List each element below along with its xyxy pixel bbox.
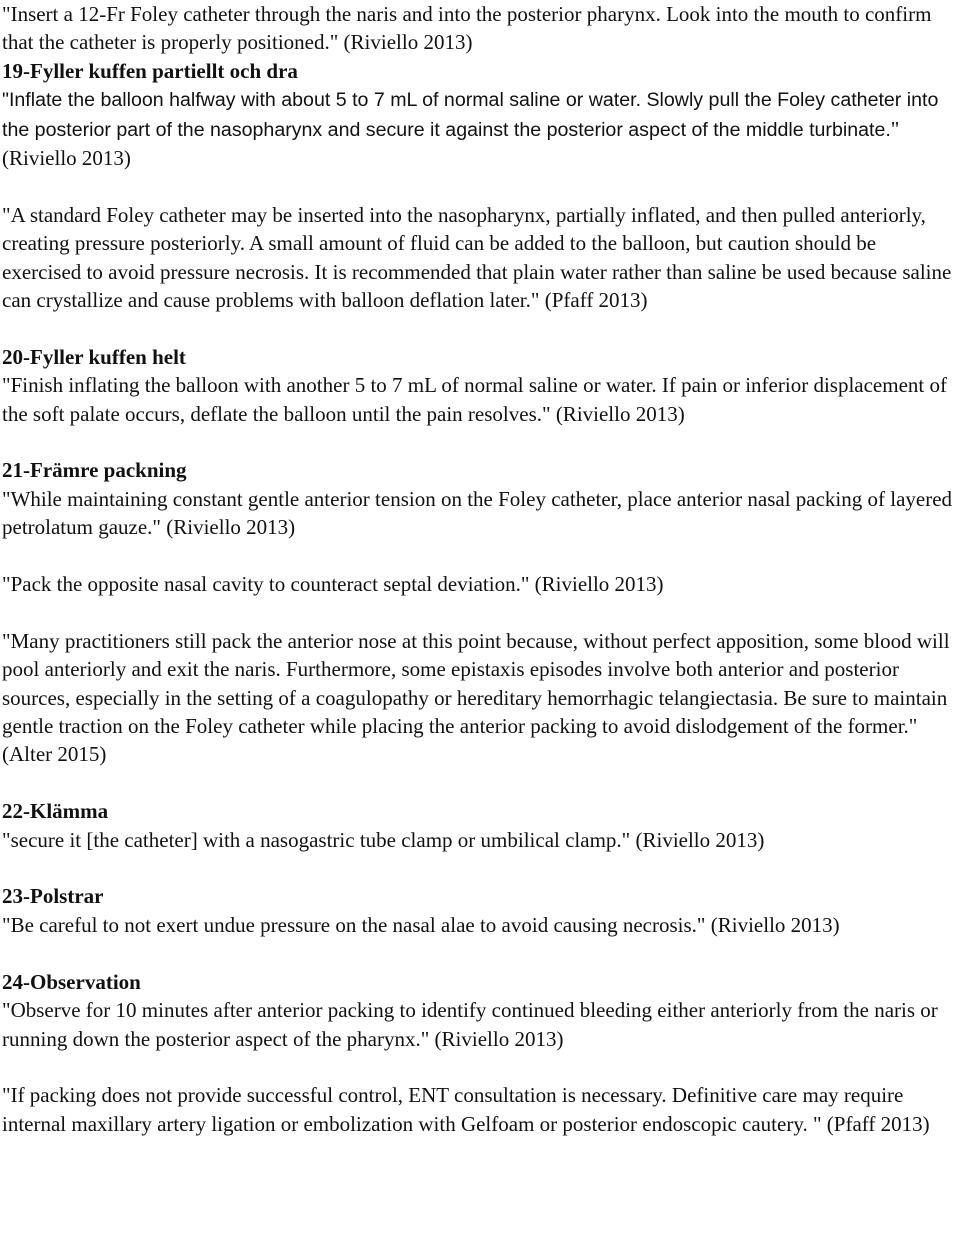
quote-paragraph	[2, 570, 958, 598]
paragraph-spacer	[2, 769, 958, 797]
paragraph-text: "If packing does not provide successful control, ENT consultation is necessary. Definitive care may require internal maxillary artery ligation or embolization with Gelfoam or posterior endoscopic cautery. " (Pfaff 2013)	[2, 1083, 930, 1136]
paragraph-spacer	[2, 542, 958, 570]
paragraph-spacer	[2, 314, 958, 342]
paragraph-spacer	[2, 428, 958, 456]
quote-paragraph	[2, 911, 958, 939]
paragraph-text: "Observe for 10 minutes after anterior packing to identify continued bleeding either anteriorly from the naris or running down the posterior aspect of the pharynx." (Riviello 2013)	[2, 998, 938, 1051]
paragraph-spacer	[2, 598, 958, 626]
quote-paragraph	[2, 371, 958, 428]
paragraph-text: "Finish inflating the balloon with another 5 to 7 mL of normal saline or water. If pain or inferior displacement of the soft palate occurs, deflate the balloon until the pain resolves." (Riviello 2013)	[2, 373, 947, 426]
paragraph-text: "Many practitioners still pack the anterior nose at this point because, without perfect apposition, some blood will pool anteriorly and exit the naris. Furthermore, some epistaxis episodes involve both anterior and posterior sources, especially in the setting of a coagulopathy or hereditary hemorrhagic telangiectasia. Be sure to maintain gentle traction on the Foley catheter while placing the anterior packing to avoid dislodgement of the former." (Alter 2015)	[2, 628, 950, 767]
paragraph-spacer	[2, 1053, 958, 1081]
paragraph-text: Slowly pull the Foley catheter into the posterior part of the nasopharynx and secure it against the posterior aspect of the middle turbinate.	[2, 89, 939, 141]
paragraph-text: "Insert a 12-Fr Foley catheter through the naris and into the posterior pharynx. Look into the mouth to confirm that the catheter is properly positioned." (Riviello 2013)	[2, 2, 932, 55]
quote-paragraph	[2, 627, 958, 769]
paragraph-text: "A standard Foley catheter may be inserted into the nasopharynx, partially inflated, and then pulled anteriorly, creating pressure posteriorly. A small amount of fluid can be added to the balloon, but caution should be exercised to avoid pressure necrosis. It is recommended that plain water rather than saline be used because saline can crystallize and cause problems with balloon deflation later." (Pfaff 2013)	[2, 202, 952, 313]
section-heading: 19-Fyller kuffen partiellt och dra	[2, 58, 298, 83]
paragraph-text: "Inflate the balloon halfway with about 5 to 7 mL of normal saline or water.	[2, 89, 647, 112]
section-heading: 24-Observation	[2, 969, 141, 994]
quote-paragraph	[2, 996, 958, 1053]
paragraph-spacer	[2, 172, 958, 200]
paragraph-spacer	[2, 854, 958, 882]
paragraph-text: "While maintaining constant gentle anterior tension on the Foley catheter, place anterior nasal packing of layered petrolatum gauze." (Riviello 2013)	[2, 486, 953, 540]
paragraph-spacer	[2, 939, 958, 967]
paragraph-text: "secure it [the catheter] with a nasogastric tube clamp or umbilical clamp." (Riviello 2013)	[2, 827, 765, 852]
quote-paragraph	[2, 85, 958, 172]
section-heading: 22-Klämma	[2, 799, 109, 824]
paragraph-text: " (Riviello 2013)	[2, 116, 900, 171]
quote-paragraph	[2, 201, 958, 315]
quote-paragraph	[2, 826, 958, 854]
paragraph-text: "Be careful to not exert undue pressure on the nasal alae to avoid causing necrosis." (Riviello 2013)	[2, 912, 840, 937]
section-heading: 20-Fyller kuffen helt	[2, 344, 186, 369]
section-heading: 23-Polstrar	[2, 884, 104, 909]
quote-paragraph	[2, 485, 958, 542]
section-heading: 21-Främre packning	[2, 458, 187, 483]
paragraph-text: "Pack the opposite nasal cavity to counteract septal deviation." (Riviello 2013)	[2, 572, 664, 597]
quote-paragraph	[2, 1081, 958, 1138]
quote-paragraph	[2, 0, 958, 57]
